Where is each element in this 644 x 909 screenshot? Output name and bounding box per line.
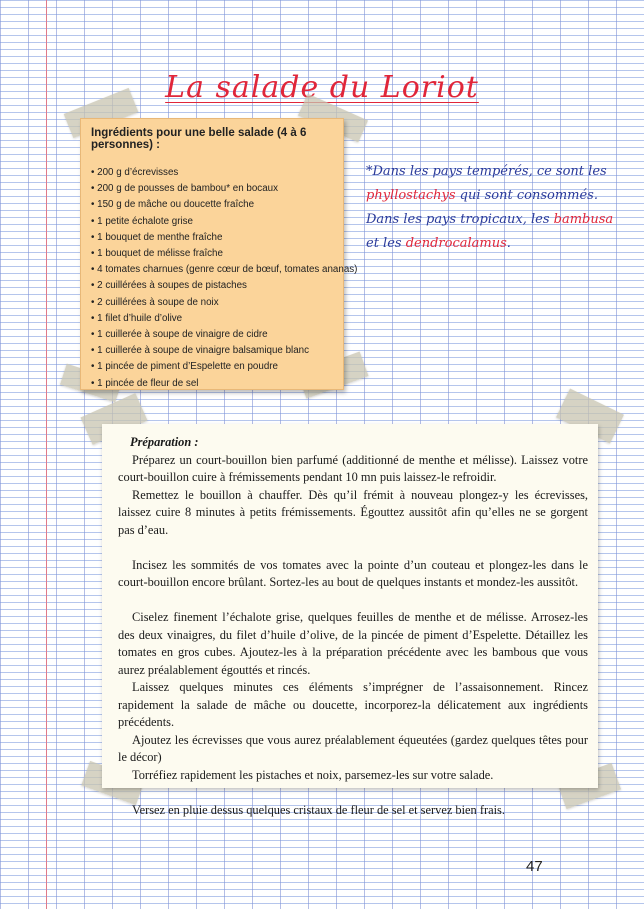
- note-text: et les: [366, 236, 406, 251]
- page-number: 47: [526, 858, 543, 875]
- ingredient-item: • 200 g d’écrevisses: [91, 167, 179, 178]
- ingredients-list: [91, 165, 358, 392]
- preparation-paragraph: Laissez quelques minutes ces éléments s’imprégner de l’assaisonnement. Rincez rapidement la salade de mâche ou doucette, incorporez-la délicatement aux ingrédients précédents.: [118, 680, 588, 729]
- note-highlight: bambusa: [553, 212, 614, 227]
- note-line: [366, 232, 616, 256]
- ingredient-item: • 2 cuillérées à soupe de noix: [91, 296, 219, 308]
- preparation-paragraph: Incisez les sommités de vos tomates avec la pointe d’un couteau et plongez-les dans le court-bouillon encore brûlant. Sortez-les au bout de quelques instants et mondez-les aussitôt.: [118, 557, 588, 589]
- page-title: La salade du Loriot: [165, 70, 479, 105]
- bamboo-footnote: [366, 160, 616, 256]
- ingredients-card: [80, 118, 358, 390]
- ingredients-heading: Ingrédients pour une belle salade (4 à 6 personnes) :: [91, 127, 307, 151]
- note-line: [366, 184, 616, 208]
- note-text: .: [506, 236, 511, 251]
- ingredient-item: • 1 cuillerée à soupe de vinaigre de cidre: [91, 329, 268, 341]
- ingredient-item: • 4 tomates charnues (genre cœur de bœuf, tomates ananas): [91, 264, 358, 276]
- preparation-card: [102, 424, 598, 817]
- ingredient-item: • 200 g de pousses de bambou* en bocaux: [91, 183, 278, 195]
- note-highlight: dendrocalamus: [405, 236, 507, 251]
- ingredient-item: • 1 bouquet de mélisse fraîche: [91, 248, 223, 260]
- ingredient-item: • 1 petite échalote grise: [91, 215, 194, 227]
- note-highlight: phyllostachys: [366, 188, 456, 203]
- ingredient-item: • 2 cuillérées à soupes de pistaches: [91, 280, 247, 292]
- note-line: [366, 208, 616, 232]
- ingredient-item: • 150 g de mâche ou doucette fraîche: [91, 199, 255, 211]
- note-text: Dans les pays tropicaux, les: [366, 212, 554, 227]
- preparation-paragraph: Préparez un court-bouillon bien parfumé (additionné de menthe et mélisse). Laissez votre court-bouillon cuire à frémissements pendant 10 mn puis laissez-le refroidir.: [118, 452, 588, 484]
- ingredient-item: • 1 pincée de piment d’Espelette en poudre: [91, 361, 278, 373]
- preparation-heading: Préparation :: [130, 435, 199, 449]
- preparation-paragraph: Torréfiez rapidement les pistaches et noix, parsemez-les sur votre salade.: [132, 767, 494, 782]
- ingredient-item: • 1 pincée de fleur de sel: [91, 377, 199, 389]
- preparation-paragraph: Remettez le bouillon à chauffer. Dès qu’il frémit à nouveau plongez-y les écrevisses, laissez cuire 8 minutes à petits frémissements. Égouttez aussitôt afin qu’elles ne se gorgent pas d’eau.: [118, 487, 588, 537]
- preparation-paragraph: Ciselez finement l’échalote grise, quelques feuilles de menthe et de mélisse. Arrosez-les des deux vinaigres, du filet d’huile d’olive, de la pincée de piment d’Espelette. Détaillez les tomates en gros cubes. Ajoutez-les à la préparation précédente avec les bambous que vous aurez préalablement égouttés et rincés.: [118, 610, 588, 677]
- ingredient-item: • 1 filet d’huile d’olive: [91, 312, 183, 324]
- note-line: *Dans les pays tempérés, ce sont les: [366, 164, 607, 179]
- preparation-paragraph: Ajoutez les écrevisses que vous aurez préalablement équeutées (gardez quelques têtes pour le décor): [118, 732, 588, 764]
- ingredient-item: • 1 bouquet de menthe fraîche: [91, 231, 223, 243]
- ingredient-item: • 1 cuillerée à soupe de vinaigre balsamique blanc: [91, 345, 310, 357]
- note-text: qui sont consommés.: [455, 188, 598, 203]
- preparation-paragraph: Versez en pluie dessus quelques cristaux de fleur de sel et servez bien frais.: [132, 802, 505, 817]
